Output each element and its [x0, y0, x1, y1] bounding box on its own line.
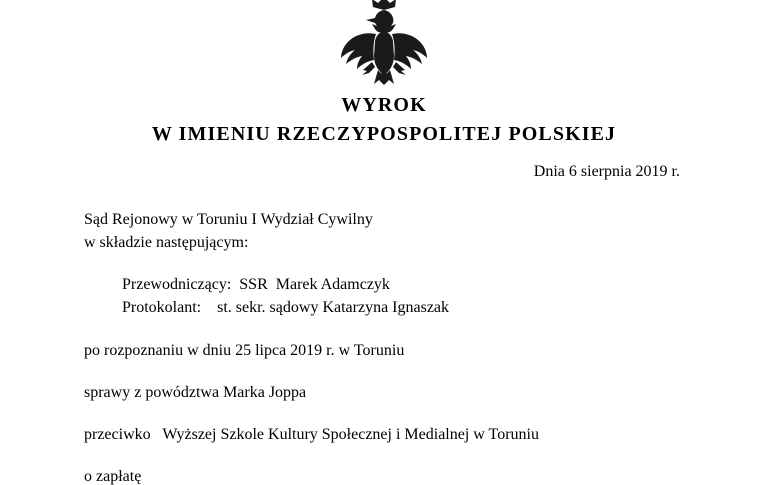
court-clerk-line: Protokolant: st. sekr. sądowy Katarzyna Ignaszak: [122, 299, 450, 316]
court-name-line: Sąd Rejonowy w Toruniu I Wydział Cywilny: [84, 211, 373, 228]
plaintiff-line: sprawy z powództwa Marka Joppa: [84, 384, 307, 401]
case-subject-line: o zapłatę: [84, 468, 142, 485]
document-title-block: [0, 93, 768, 146]
document-body: [84, 212, 704, 485]
hearing-line: po rozpoznaniu w dniu 25 lipca 2019 r. w Toruniu: [84, 342, 405, 359]
date-line: Dnia 6 sierpnia 2019 r.: [533, 163, 680, 180]
page-title: WYROK: [341, 94, 427, 116]
emblem-container: [0, 0, 768, 86]
polish-eagle-emblem-icon: [332, 0, 436, 86]
court-composition-line: w składzie następującym:: [84, 234, 249, 251]
presiding-judge-line: Przewodniczący: SSR Marek Adamczyk: [122, 276, 390, 293]
page-subtitle: W IMIENIU RZECZYPOSPOLITEJ POLSKIEJ: [151, 123, 617, 145]
defendant-line: przeciwko Wyższej Szkole Kultury Społecznej i Medialnej w Toruniu: [84, 426, 539, 443]
